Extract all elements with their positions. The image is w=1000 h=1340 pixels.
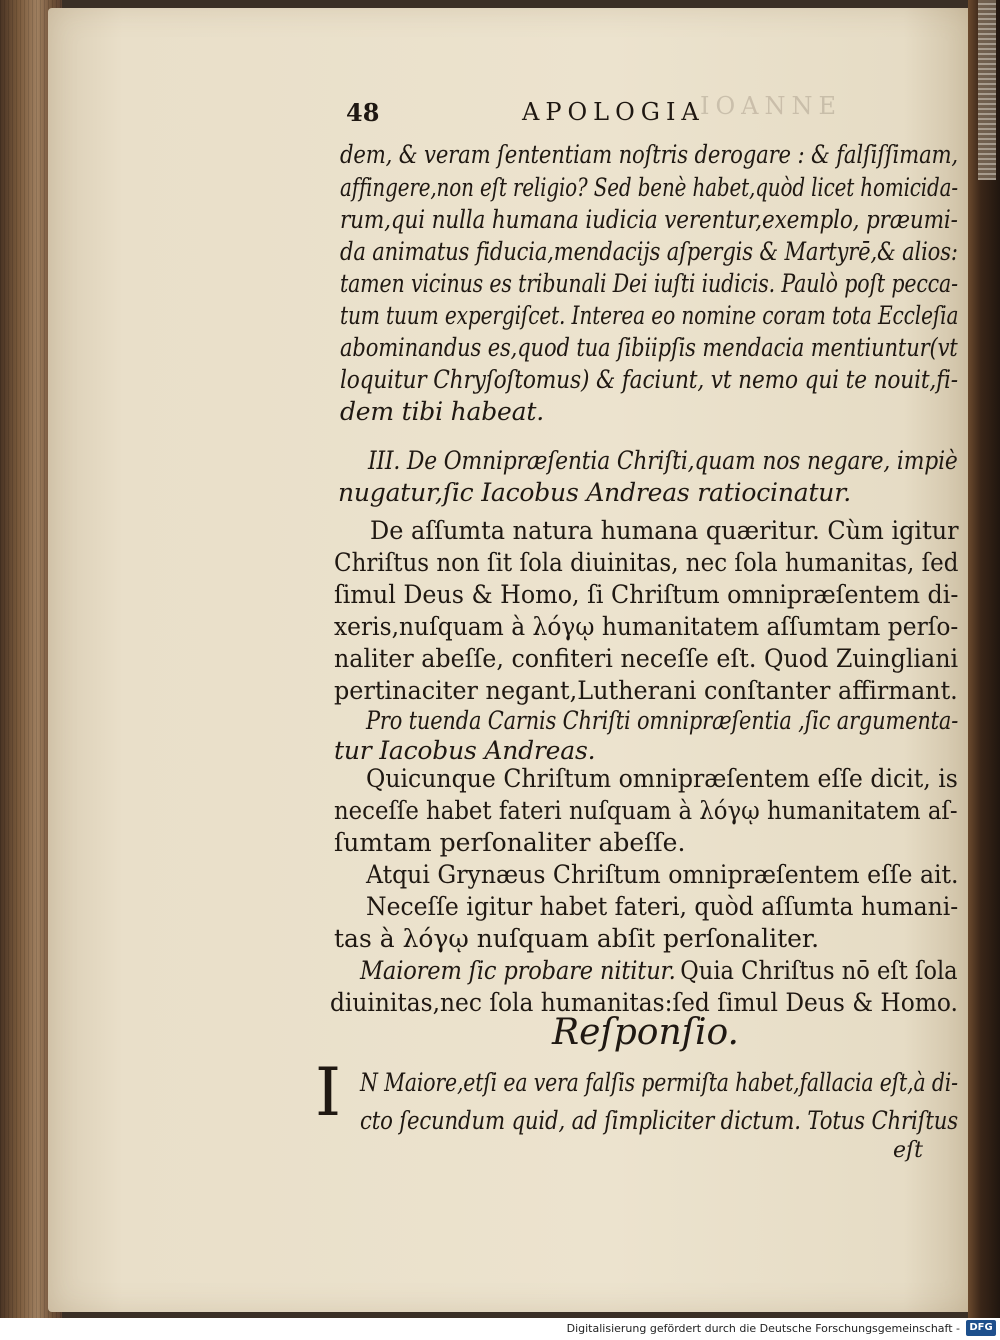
text-line: De aſſumta natura humana quæritur. Cùm igitur xyxy=(370,516,959,545)
text-line: da animatus fiducia,mendacijs aſpergis & Martyrē,& alios: xyxy=(340,237,958,266)
text-line: Chriſtus non ſit ſola diuinitas, nec ſola humanitas, ſed xyxy=(334,548,959,577)
book-right-edge xyxy=(968,0,1000,1318)
text-line: Atqui Grynæus Chriſtum omnipræſentem eſſe ait. xyxy=(366,860,959,889)
text-line: Pro tuenda Carnis Chriſti omnipræſentia ,ſic argumenta- xyxy=(366,706,959,735)
section-heading: III. De Omnipræſentia Chriſti,quam nos negare, impiè xyxy=(368,446,958,475)
text-line: loquitur Chryſoſtomus) & faciunt, vt nemo qui te nouit,fi- xyxy=(340,365,958,394)
section-heading: nugatur,ſic Iacobus Andreas ratiocinatur. xyxy=(338,478,851,507)
text-line: pertinaciter negant,Lutherani conſtanter affirmant. xyxy=(334,676,958,705)
text-line: tur Iacobus Andreas. xyxy=(334,736,596,765)
responsio-heading: Reſponſio. xyxy=(552,1012,739,1053)
text-line: tas à λόγῳ nuſquam abſit perſonaliter. xyxy=(334,924,820,953)
text-line: tamen vicinus es tribunali Dei iuſti iudicis. Paulò poſt pecca- xyxy=(340,269,958,298)
text-line-italic: Maiorem ſic probare nititur. xyxy=(360,956,676,985)
drop-cap: I xyxy=(315,1054,342,1131)
bleed-through-text: IOANNE xyxy=(700,92,843,120)
text-line-roman: Quia Chriſtus nō eſt ſola xyxy=(680,956,958,985)
attribution-text: Digitalisierung gefördert durch die Deutsche Forschungsgemeinschaft - xyxy=(566,1322,960,1335)
running-title: APOLOGIA xyxy=(522,98,705,126)
dfg-logo: DFG xyxy=(966,1320,996,1336)
text-line xyxy=(360,958,958,983)
text-line: ſimul Deus & Homo, ſi Chriſtum omnipræſentem di- xyxy=(334,580,959,609)
text-line: cto ſecundum quid, ad ſimpliciter dictum. Totus Chriſtus xyxy=(360,1106,958,1135)
text-line: rum,qui nulla humana iudicia verentur,exemplo, præumi- xyxy=(340,205,958,234)
text-line: diuinitas,nec ſola humanitas:ſed ſimul Deus & Homo. xyxy=(330,988,958,1017)
catchword: eſt xyxy=(893,1138,924,1163)
text-line: abominandus es,quod tua ſibiipſis mendacia mentiuntur(vt xyxy=(340,333,958,362)
page-number: 48 xyxy=(346,98,380,127)
text-line: Neceſſe igitur habet fateri, quòd aſſumta humani- xyxy=(366,892,959,921)
text-line: naliter abeſſe, confiteri neceſſe eſt. Quod Zuingliani xyxy=(334,644,959,673)
text-line: dem, & veram ſententiam noſtris derogare : & falſiſſimam, xyxy=(340,140,959,169)
text-line: xeris,nuſquam à λόγῳ humanitatem aſſumtam perſo- xyxy=(334,612,959,641)
text-line: affingere,non eſt religio? Sed benè habet,quòd licet homicida- xyxy=(340,173,958,202)
text-line: N Maiore,etſi ea vera falſis permiſta habet,fallacia eſt,à di- xyxy=(360,1068,958,1097)
text-line: neceſſe habet fateri nuſquam à λόγῳ humanitatem aſ- xyxy=(334,796,958,825)
text-line: Quicunque Chriſtum omnipræſentem eſſe dicit, is xyxy=(366,764,958,793)
text-line: tum tuum expergiſcet. Interea eo nomine coram tota Eccleſia xyxy=(340,301,959,330)
text-line: dem tibi habeat. xyxy=(340,397,544,426)
text-line: ſumtam perſonaliter abeſſe. xyxy=(334,828,686,857)
